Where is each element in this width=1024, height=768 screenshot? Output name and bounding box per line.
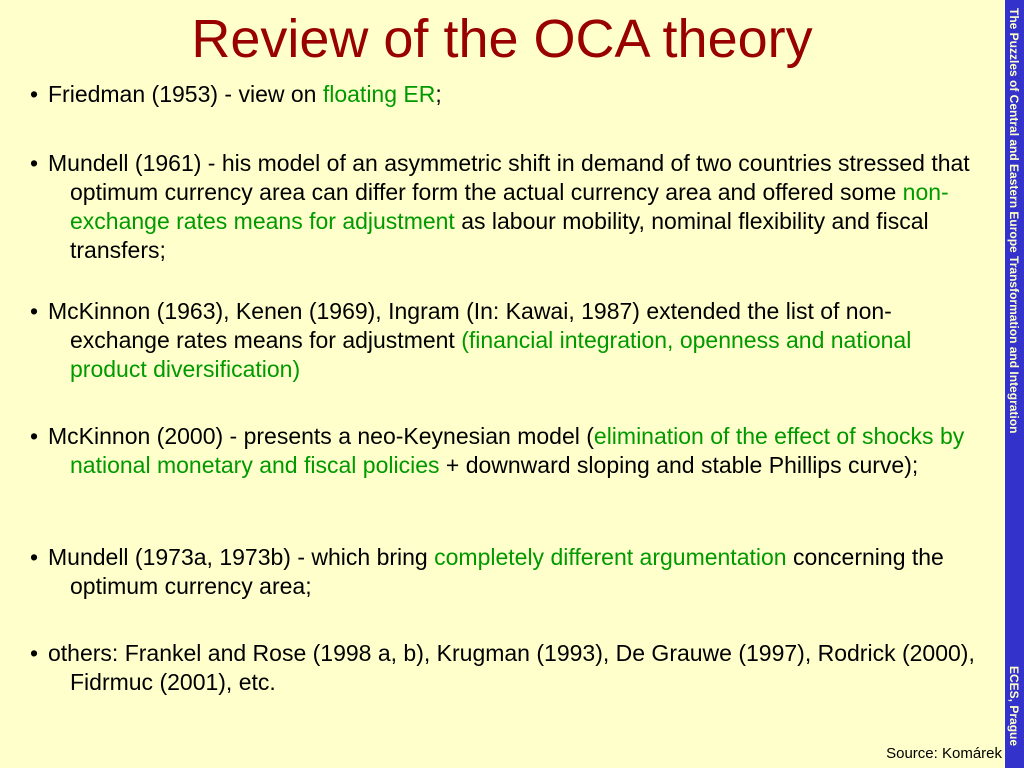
bullet-item-mundell-1961 <box>30 149 975 265</box>
bullet-highlight: elimination of the effect of shocks by national monetary and fiscal policies <box>70 423 965 478</box>
bullet-text: concerning the optimum currency area; <box>70 544 944 599</box>
bullet-text: Mundell (1961) - his model of an asymmetric shift in demand of two countries stressed that optimum currency area can differ form the actual currency area and offered some <box>48 150 970 205</box>
bullet-item-mckinnon-1963 <box>30 297 975 384</box>
source-note: Source: Komárek <box>886 745 1002 762</box>
bullet-item-mckinnon-2000 <box>30 422 975 480</box>
bullet-text: McKinnon (1963), Kenen (1969), Ingram (In: Kawai, 1987) extended the list of non-exchange rates means for adjustment <box>48 298 892 353</box>
bullet-item-friedman <box>30 80 442 109</box>
bullet-mark: • <box>30 150 39 176</box>
bullet-highlight: (financial integration, openness and national product diversification) <box>70 327 912 382</box>
bullet-text: Friedman (1953) - view on <box>48 81 323 107</box>
bullet-text: others: Frankel and Rose (1998 a, b), Krugman (1993), De Grauwe (1997), Rodrick (2000), Fidrmuc (2001), etc. <box>48 640 975 695</box>
bullet-text: ; <box>435 81 442 107</box>
bullet-highlight: non-exchange rates means for adjustment <box>70 179 949 234</box>
bullet-mark: • <box>30 81 39 107</box>
bullet-mark: • <box>30 544 39 570</box>
bullet-mark: • <box>30 423 39 449</box>
bullet-item-others <box>30 639 975 697</box>
bullet-item-mundell-1973 <box>30 543 975 601</box>
bullet-text: Mundell (1973a, 1973b) - which bring <box>48 544 435 570</box>
side-band-title: The Puzzles of Central and Eastern Europe Transformation and Integration <box>1007 8 1021 434</box>
slide-title: Review of the OCA theory <box>191 9 813 69</box>
bullet-text: McKinnon (2000) - presents a neo-Keynesian model ( <box>48 423 594 449</box>
bullet-mark: • <box>30 640 39 666</box>
bullet-highlight: floating ER <box>322 81 436 107</box>
bullet-text: as labour mobility, nominal flexibility and fiscal transfers; <box>70 208 929 263</box>
bullet-highlight: completely different argumentation <box>434 544 787 570</box>
side-band-institution: ECES, Prague <box>1007 666 1021 747</box>
bullet-mark: • <box>30 298 39 324</box>
bullet-text: + downward sloping and stable Phillips curve); <box>439 452 919 478</box>
